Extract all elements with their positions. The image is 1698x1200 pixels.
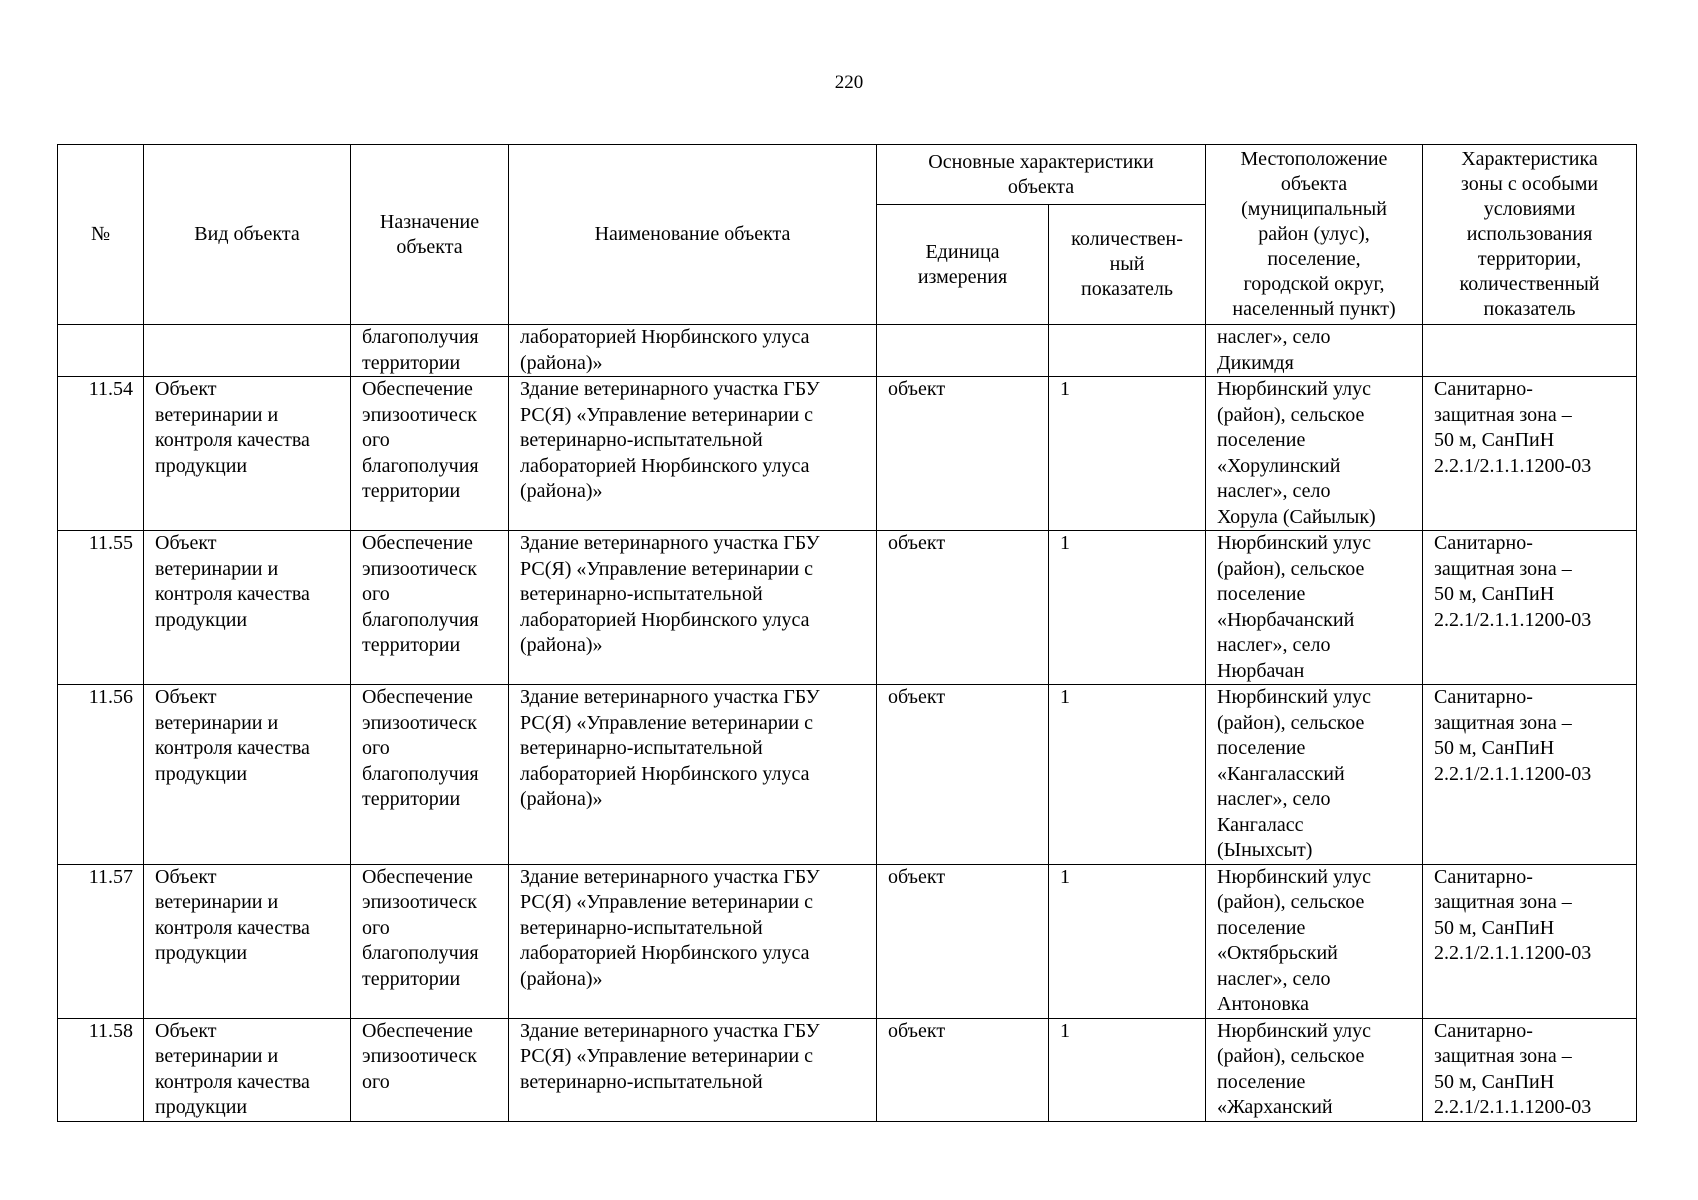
cell-text-line: 50 м, СанПиН [1434,737,1555,759]
cell-text-line: (района)» [520,967,603,990]
header-main-characteristics: Основные характеристики объекта [877,145,1206,205]
cell-text-line: ветеринарии и [155,711,279,734]
cell-text-line: Нюрбинский улус [1217,865,1371,888]
object-purpose-cell [351,864,509,1018]
cell-text-line: Санитарно- [1434,1019,1533,1042]
cell-text-line: эпизоотическ [362,711,477,734]
cell-text-line: эпизоотическ [362,891,477,913]
cell-text-line: Кангаласс [1217,813,1304,836]
cell-text-line: Обеспечение [362,1019,473,1042]
cell-text-line: Нюрбинский улус [1217,686,1371,708]
cell-text-line: наслег», село [1217,326,1331,348]
object-kind-cell [144,1018,351,1121]
quantity-cell [1049,325,1206,377]
cell-text-line: поселение [1217,916,1306,939]
row-number [58,325,144,377]
cell-text-line: «Октябрьский [1217,942,1338,964]
cell-text-line: 50 м, СанПиН [1434,1070,1555,1093]
cell-text-line: ого [362,737,390,759]
table-row [58,325,1637,377]
cell-text-line: продукции [155,942,248,964]
cell-text-line: продукции [155,608,248,631]
cell-text-line: наслег», село [1217,634,1331,656]
cell-text-line: (района)» [520,351,603,374]
table-header [58,145,1637,325]
cell-text-line: Здание ветеринарного участка ГБУ [520,865,820,888]
object-name-cell [509,325,877,377]
cell-text-line: ветеринарно-испытательной [520,583,763,605]
cell-text-line: территории [362,967,461,990]
cell-text-line: защитная зона – [1434,891,1572,913]
row-number: 11.58 [58,1018,144,1121]
header-object-kind: Вид объекта [144,145,351,325]
object-name-cell [509,685,877,865]
cell-text-line: (район), сельское [1217,1045,1365,1067]
cell-text-line: территории [362,480,461,502]
cell-text-line: наслег», село [1217,788,1331,810]
object-name-cell [509,531,877,685]
cell-text-line: Санитарно- [1434,532,1533,554]
cell-text-line: ветеринарии и [155,557,279,580]
unit-cell: объект [877,377,1049,531]
cell-text-line: (район), сельское [1217,711,1365,734]
cell-text-line: благополучия [362,942,479,964]
cell-text-line: Здание ветеринарного участка ГБУ [520,532,820,554]
cell-text-line: ветеринарии и [155,891,279,913]
header-quantity: количествен- ный показатель [1049,205,1206,325]
object-kind-cell [144,864,351,1018]
cell-text-line: лабораторией Нюрбинского улуса [520,454,810,477]
cell-text-line: РС(Я) «Управление ветеринарии с [520,403,814,426]
cell-text-line: 2.2.1/2.1.1.1200-03 [1434,942,1592,964]
object-purpose-cell [351,531,509,685]
unit-cell: объект [877,1018,1049,1121]
header-object-purpose: Назначение объекта [351,145,509,325]
cell-text-line: защитная зона – [1434,1045,1572,1067]
cell-text-line: (района)» [520,480,603,502]
header-object-name: Наименование объекта [509,145,877,325]
cell-text-line: поселение [1217,429,1306,451]
cell-text-line: Антоновка [1217,993,1310,1015]
location-cell [1206,1018,1423,1121]
cell-text-line: ого [362,429,390,451]
cell-text-line: Санитарно- [1434,686,1533,708]
table-row [58,685,1637,865]
cell-text-line: защитная зона – [1434,557,1572,580]
quantity-cell: 1 [1049,1018,1206,1121]
cell-text-line: поселение [1217,583,1306,605]
unit-cell: объект [877,685,1049,865]
cell-text-line: защитная зона – [1434,403,1572,426]
quantity-cell: 1 [1049,377,1206,531]
cell-text-line: Санитарно- [1434,378,1533,400]
cell-text-line: продукции [155,762,248,785]
cell-text-line: Обеспечение [362,686,473,708]
object-purpose-cell [351,325,509,377]
object-kind-cell [144,377,351,531]
cell-text-line: лабораторией Нюрбинского улуса [520,608,810,631]
cell-text-line: Объект [155,865,217,888]
location-cell [1206,325,1423,377]
cell-text-line: Объект [155,532,217,554]
quantity-cell: 1 [1049,685,1206,865]
cell-text-line: Нюрбинский улус [1217,378,1371,400]
cell-text-line: лабораторией Нюрбинского улуса [520,326,810,348]
object-purpose-cell [351,377,509,531]
cell-text-line: ветеринарно-испытательной [520,916,763,939]
location-cell [1206,864,1423,1018]
cell-text-line: РС(Я) «Управление ветеринарии с [520,1045,814,1067]
cell-text-line: ветеринарии и [155,1045,279,1067]
objects-table [57,144,1637,1122]
table-body [58,325,1637,1122]
location-cell [1206,531,1423,685]
unit-cell: объект [877,531,1049,685]
row-number: 11.54 [58,377,144,531]
cell-text-line: 2.2.1/2.1.1.1200-03 [1434,1096,1592,1118]
cell-text-line: Обеспечение [362,865,473,888]
cell-text-line: территории [362,634,461,656]
cell-text-line: благополучия [362,608,479,631]
cell-text-line: контроля качества [155,583,310,605]
cell-text-line: территории [362,788,461,810]
cell-text-line: Здание ветеринарного участка ГБУ [520,1019,820,1042]
cell-text-line: благополучия [362,454,479,477]
cell-text-line: лабораторией Нюрбинского улуса [520,762,810,785]
quantity-cell: 1 [1049,864,1206,1018]
cell-text-line: 2.2.1/2.1.1.1200-03 [1434,454,1592,477]
cell-text-line: защитная зона – [1434,711,1572,734]
cell-text-line: «Нюрбачанский [1217,608,1355,631]
object-kind-cell [144,685,351,865]
cell-text-line: ветеринарно-испытательной [520,429,763,451]
cell-text-line: эпизоотическ [362,1045,477,1067]
table-row [58,377,1637,531]
row-number: 11.57 [58,864,144,1018]
cell-text-line: ветеринарии и [155,403,279,426]
cell-text-line: ветеринарно-испытательной [520,737,763,759]
cell-text-line: ого [362,1070,390,1093]
cell-text-line: РС(Я) «Управление ветеринарии с [520,891,814,913]
cell-text-line: наслег», село [1217,967,1331,990]
unit-cell: объект [877,864,1049,1018]
cell-text-line: Нюрбачан [1217,659,1305,682]
cell-text-line: ветеринарно-испытательной [520,1070,763,1093]
cell-text-line: Санитарно- [1434,865,1533,888]
cell-text-line: лабораторией Нюрбинского улуса [520,942,810,964]
cell-text-line: (район), сельское [1217,403,1365,426]
cell-text-line: контроля качества [155,737,310,759]
cell-text-line: (район), сельское [1217,891,1365,913]
zone-cell [1423,685,1637,865]
object-purpose-cell [351,1018,509,1121]
cell-text-line: (Ыныхсыт) [1217,839,1313,861]
page-number: 220 [834,72,864,93]
row-number: 11.56 [58,685,144,865]
cell-text-line: (район), сельское [1217,557,1365,580]
cell-text-line: контроля качества [155,916,310,939]
cell-text-line: ого [362,916,390,939]
cell-text-line: ого [362,583,390,605]
object-kind-cell [144,531,351,685]
cell-text-line: Объект [155,1019,217,1042]
unit-cell [877,325,1049,377]
object-name-cell [509,864,877,1018]
cell-text-line: Нюрбинский улус [1217,532,1371,554]
cell-text-line: благополучия [362,762,479,785]
cell-text-line: контроля качества [155,1070,310,1093]
header-unit: Единица измерения [877,205,1049,325]
cell-text-line: Дикимдя [1217,351,1294,374]
object-name-cell [509,1018,877,1121]
row-number: 11.55 [58,531,144,685]
cell-text-line: 2.2.1/2.1.1.1200-03 [1434,608,1592,631]
table-row [58,864,1637,1018]
cell-text-line: «Жарханский [1217,1096,1333,1118]
location-cell [1206,685,1423,865]
cell-text-line: Объект [155,686,217,708]
cell-text-line: 2.2.1/2.1.1.1200-03 [1434,762,1592,785]
cell-text-line: продукции [155,1096,248,1118]
header-zone-characteristic: Характеристика зоны с особыми условиями использования территории, количественный показатель [1423,145,1637,325]
cell-text-line: РС(Я) «Управление ветеринарии с [520,557,814,580]
cell-text-line: территории [362,351,461,374]
cell-text-line: Здание ветеринарного участка ГБУ [520,686,820,708]
zone-cell [1423,1018,1637,1121]
table-row [58,1018,1637,1121]
cell-text-line: эпизоотическ [362,403,477,426]
object-kind-cell [144,325,351,377]
table-row [58,531,1637,685]
header-number: № [58,145,144,325]
cell-text-line: Обеспечение [362,378,473,400]
zone-cell [1423,531,1637,685]
cell-text-line: продукции [155,454,248,477]
zone-cell [1423,377,1637,531]
header-location: Местоположение объекта (муниципальный район (улус), поселение, городской округ, населенный пункт) [1206,145,1423,325]
cell-text-line: «Кангаласский [1217,762,1345,785]
cell-text-line: эпизоотическ [362,557,477,580]
location-cell [1206,377,1423,531]
cell-text-line: Нюрбинский улус [1217,1019,1371,1042]
cell-text-line: 50 м, СанПиН [1434,916,1555,939]
zone-cell [1423,864,1637,1018]
cell-text-line: наслег», село [1217,480,1331,502]
cell-text-line: Здание ветеринарного участка ГБУ [520,378,820,400]
cell-text-line: 50 м, СанПиН [1434,429,1555,451]
cell-text-line: 50 м, СанПиН [1434,583,1555,605]
cell-text-line: Хорула (Сайылык) [1217,505,1376,528]
cell-text-line: Объект [155,378,217,400]
cell-text-line: поселение [1217,737,1306,759]
cell-text-line: поселение [1217,1070,1306,1093]
cell-text-line: РС(Я) «Управление ветеринарии с [520,711,814,734]
zone-cell [1423,325,1637,377]
cell-text-line: Обеспечение [362,532,473,554]
cell-text-line: «Хорулинский [1217,454,1341,477]
object-name-cell [509,377,877,531]
cell-text-line: (района)» [520,788,603,810]
cell-text-line: (района)» [520,634,603,656]
object-purpose-cell [351,685,509,865]
cell-text-line: благополучия [362,326,479,348]
cell-text-line: контроля качества [155,429,310,451]
quantity-cell: 1 [1049,531,1206,685]
